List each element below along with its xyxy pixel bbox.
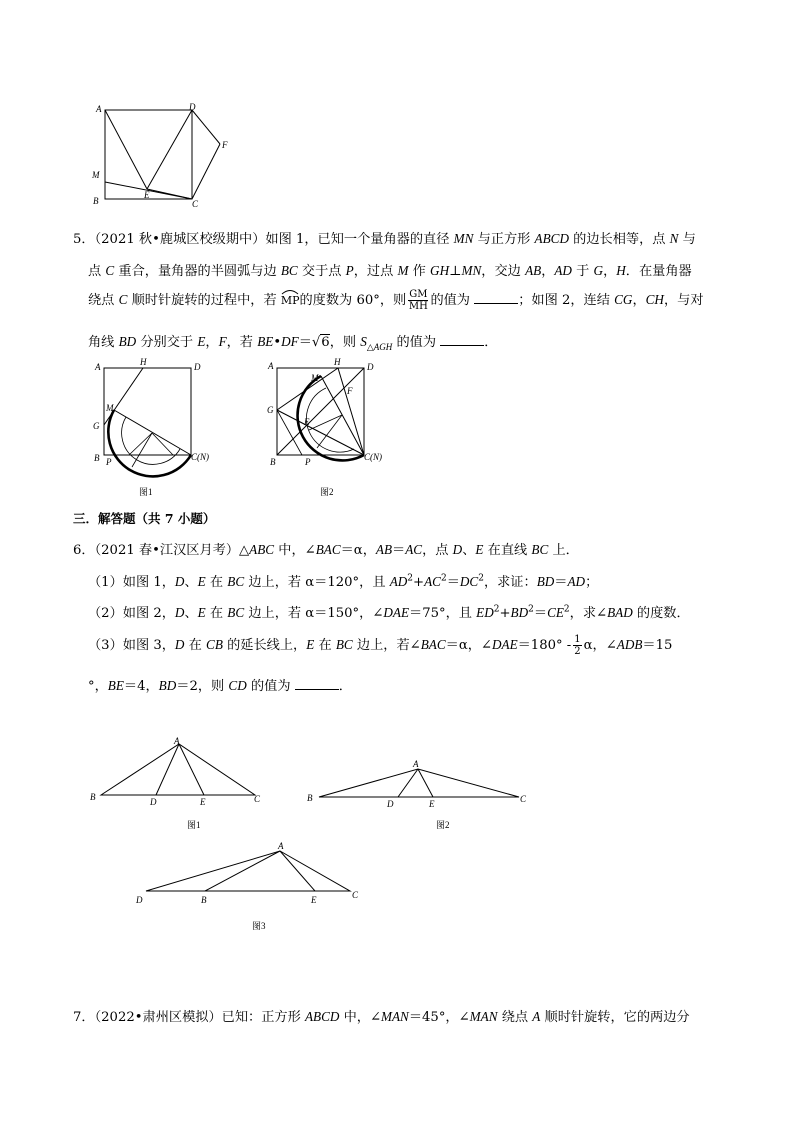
label-E: E <box>144 190 150 200</box>
fraction-half: $\frac{1}{2}$ <box>574 634 581 657</box>
label-C: C <box>352 890 359 900</box>
label-G: G <box>267 405 274 415</box>
label-M: M <box>311 373 319 383</box>
arc-mp: MP <box>281 291 300 307</box>
label-D: D <box>367 362 374 372</box>
label-B: B <box>270 457 276 467</box>
answer-blank-3 <box>295 678 339 690</box>
figure-caption-1: 图1 <box>187 820 201 830</box>
label-H: H <box>140 358 147 367</box>
q6-part-1: （1）如图 1，D、E 在 BC 边上，若 α＝120°，且 $AD^2+AC^2=DC^2$，求证：BD＝AD； <box>88 573 599 590</box>
q6-line-1: 6．（2021 春•江汉区月考）△ABC 中，∠BAC＝α，AB＝AC，点 D、E 在直线 BC 上． <box>73 542 579 558</box>
label-M: M <box>92 170 100 180</box>
label-A: A <box>96 104 102 114</box>
label-D: D <box>150 797 157 807</box>
label-P: P <box>106 457 112 467</box>
fraction-gm-mh: $\frac{GM}{MH}$ <box>408 289 428 312</box>
q6-part-3: （3）如图 3，D 在 CB 的延长线上，E 在 BC 边上，若∠BAC＝α，∠DAE＝180° - $\frac{1}{2}$ α，∠ADB＝15 <box>88 634 673 657</box>
label-A: A <box>413 759 419 769</box>
label-B: B <box>93 196 99 206</box>
label-E: E <box>304 417 310 427</box>
label-C: C <box>520 794 527 804</box>
label-D: D <box>136 895 143 905</box>
q5-figure-1 <box>88 358 218 500</box>
label-CN: C(N) <box>364 452 382 462</box>
q5-line-4: 角线 BD 分别交于 E，F，若 BE•DF＝√6，则 $S_{\triangle AGH}$ 的值为 ． <box>88 334 498 353</box>
label-B: B <box>307 793 313 803</box>
answer-blank-2 <box>440 334 484 346</box>
label-E: E <box>429 799 435 809</box>
label-A: A <box>278 841 284 851</box>
q6-figure-2 <box>303 752 538 832</box>
label-D: D <box>194 362 201 372</box>
figure-caption-2: 图2 <box>436 820 450 830</box>
label-C: C <box>254 794 261 804</box>
figure-caption-3: 图3 <box>252 921 266 931</box>
label-E: E <box>311 895 317 905</box>
label-P: P <box>305 457 311 467</box>
figure-square-top <box>88 100 238 210</box>
q5-line-3: 绕点 C 顺时针旋转的过程中，若 MP的度数为 60°，则 $\frac{GM}{MH}$ 的值为 ；如图 2，连结 CG，CH，与对 <box>88 289 704 312</box>
label-M: M <box>106 403 114 413</box>
q6-figure-3 <box>130 836 370 936</box>
section-heading: 三．解答题（共 7 小题） <box>73 511 216 526</box>
q6-part-3-cont: °，BE＝4，BD＝2，则 CD 的值为 ． <box>88 678 352 694</box>
label-A: A <box>95 362 101 372</box>
label-H: H <box>334 358 341 367</box>
q7-line-1: 7．（2022•肃州区模拟）已知：正方形 ABCD 中，∠MAN＝45°，∠MAN 绕点 A 顺时针旋转，它的两边分 <box>73 1009 690 1025</box>
label-A: A <box>174 736 180 746</box>
figure-caption-2: 图2 <box>320 487 334 497</box>
label-B: B <box>201 895 207 905</box>
figure-caption-1: 图1 <box>139 487 153 497</box>
label-B: B <box>90 792 96 802</box>
q5-line-1: 5．（2021 秋•鹿城区校级期中）如图 1，已知一个量角器的直径 MN 与正方形 ABCD 的边长相等，点 N 与 <box>73 231 696 247</box>
answer-blank-1 <box>474 292 518 304</box>
q5-line-2: 点 C 重合，量角器的半圆弧与边 BC 交于点 P，过点 M 作 GH⊥MN，交边 AB，AD 于 G，H．在量角器 <box>88 263 692 279</box>
label-A: A <box>268 361 274 371</box>
q6-figure-1 <box>86 732 276 832</box>
label-D: D <box>387 799 394 809</box>
label-C: C <box>192 199 199 209</box>
label-G: G <box>93 421 100 431</box>
label-F: F <box>347 386 353 396</box>
label-D: D <box>189 102 196 112</box>
label-F: F <box>222 140 228 150</box>
label-E: E <box>200 797 206 807</box>
label-B: B <box>94 453 100 463</box>
label-CN: C(N) <box>191 452 209 462</box>
sqrt-symbol: √ <box>311 335 321 350</box>
q5-figure-2 <box>262 358 392 500</box>
q6-part-2: （2）如图 2，D、E 在 BC 边上，若 α＝150°，∠DAE＝75°，且 $ED^2+BD^2=CE^2$，求∠BAD 的度数． <box>88 604 690 621</box>
